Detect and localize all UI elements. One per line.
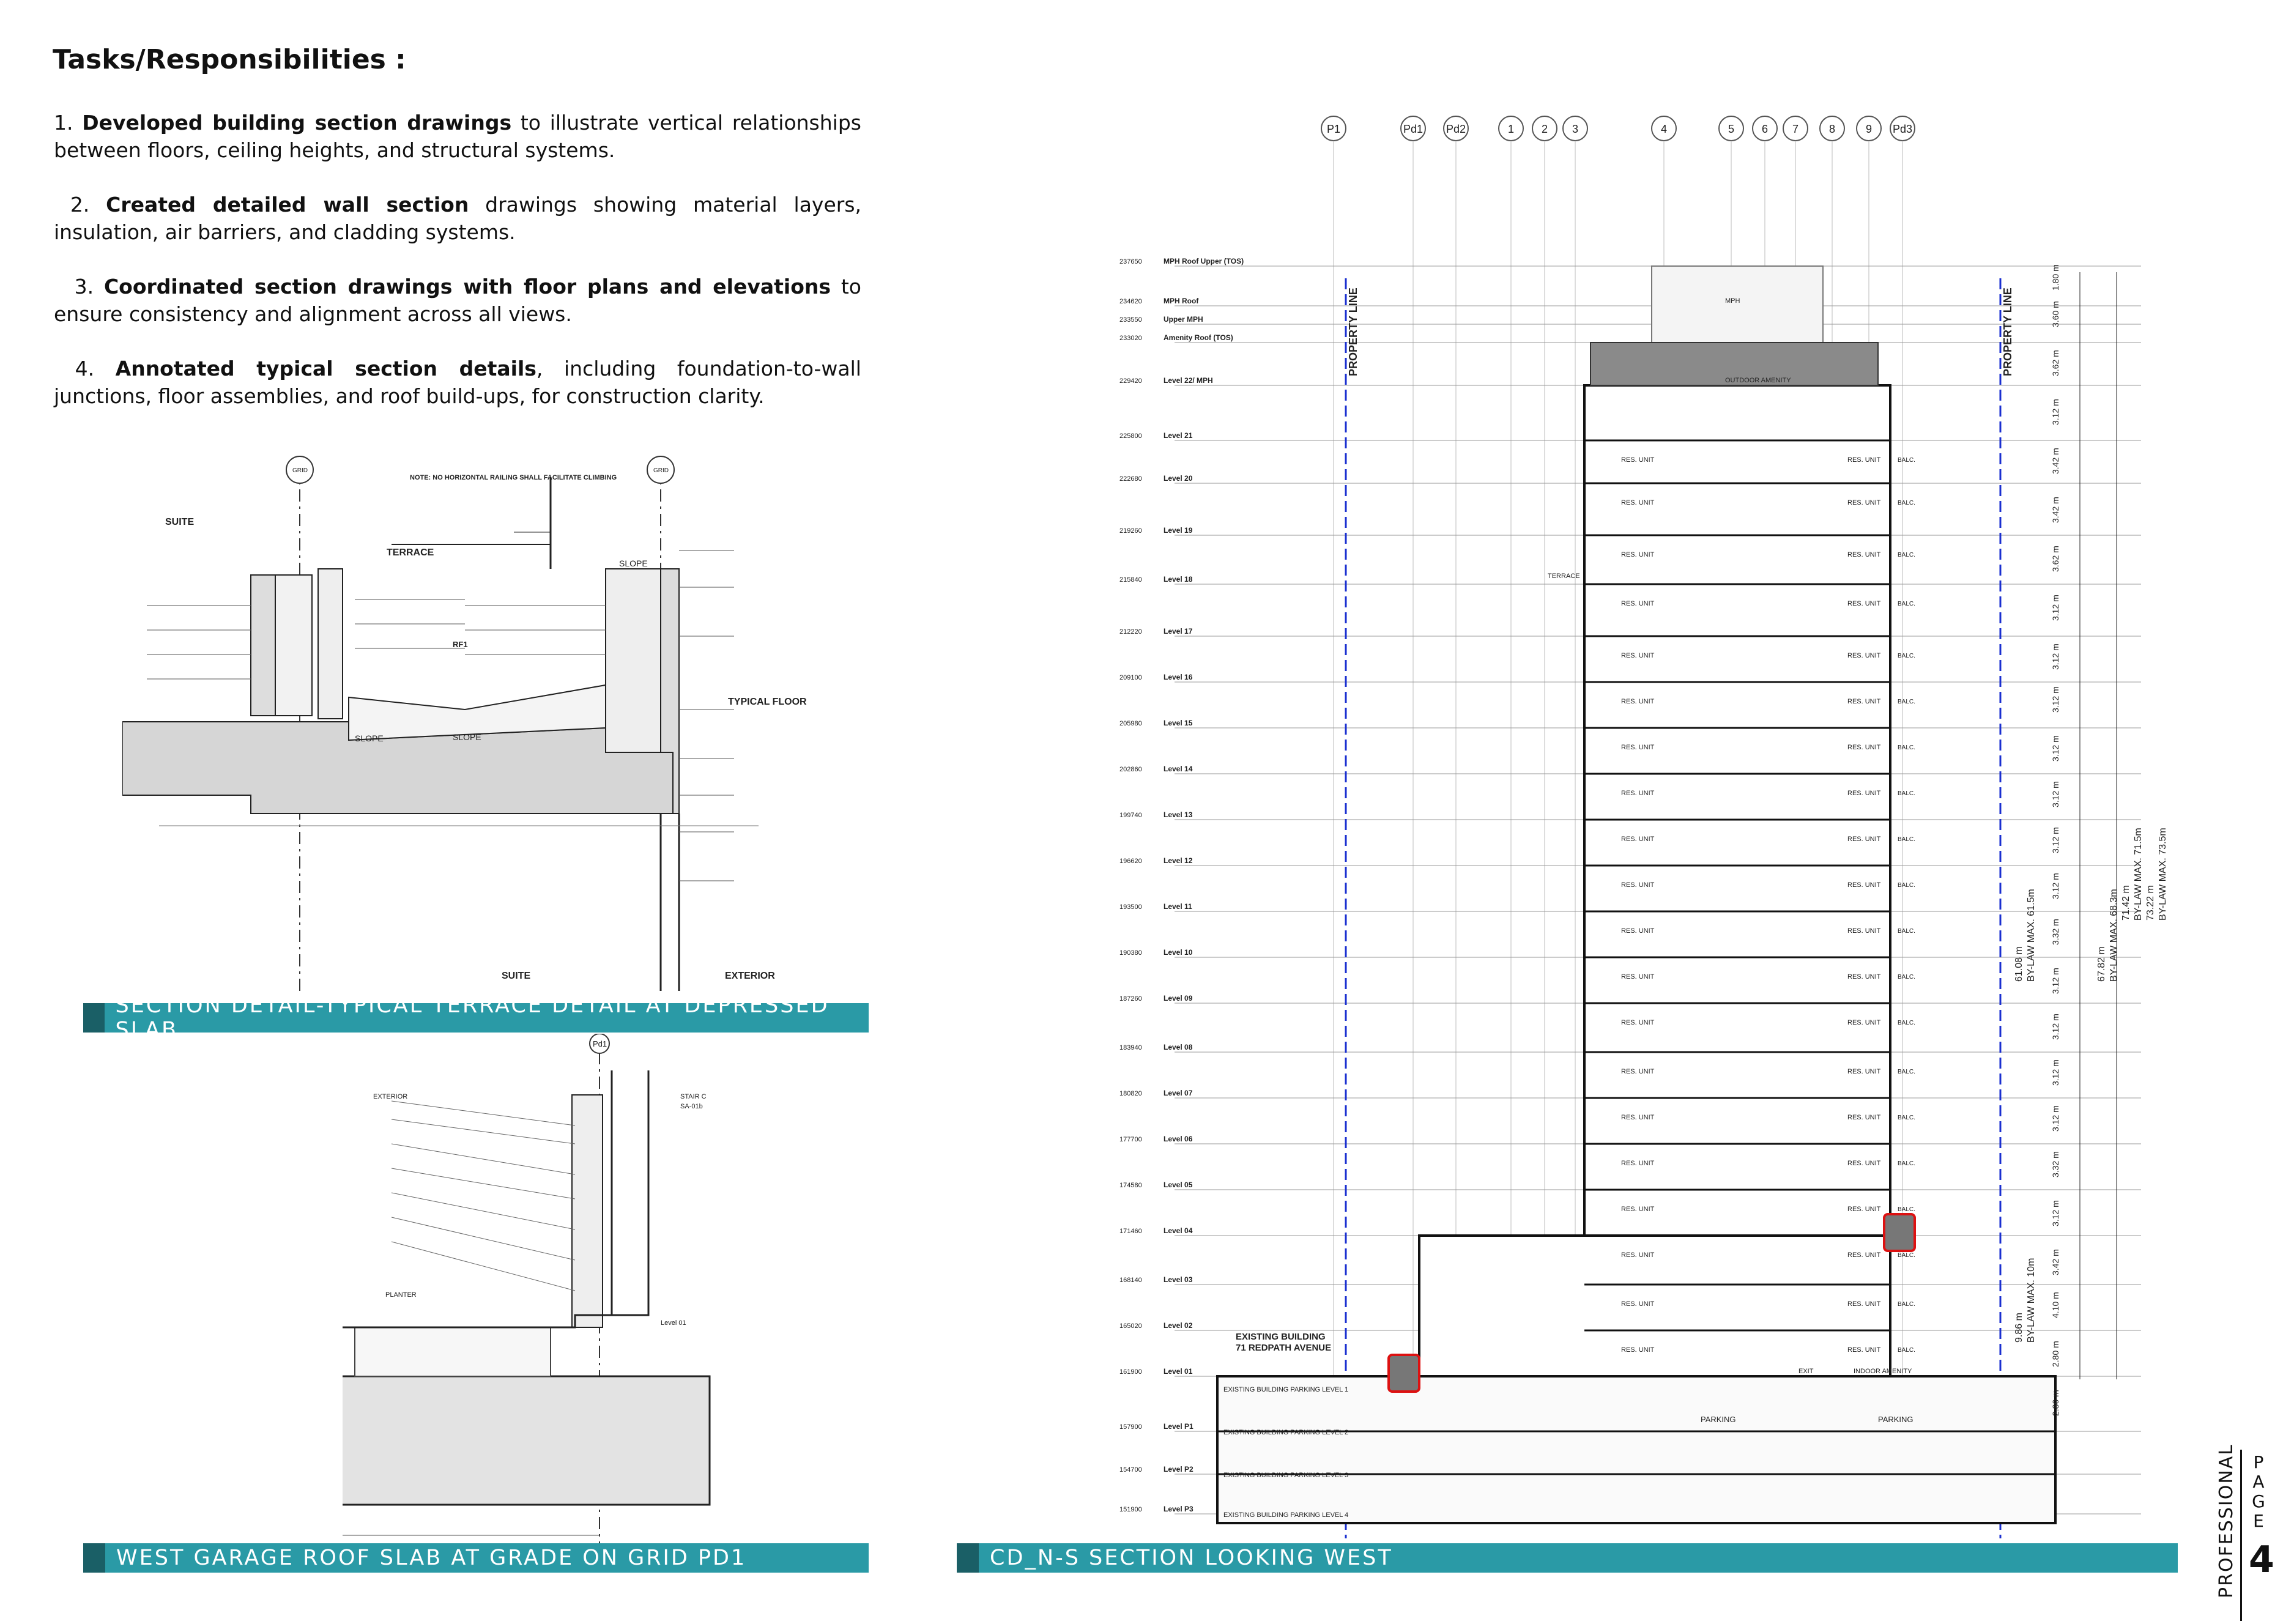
grid-label: 2 — [1541, 123, 1548, 135]
room-label: RES. UNIT — [1847, 927, 1881, 935]
level-elevation: 171460 — [1119, 1228, 1142, 1235]
room-label: RES. UNIT — [1847, 1346, 1881, 1354]
bylaw-dim: BY-LAW MAX. 68.3m — [2109, 889, 2119, 982]
room-label: RES. UNIT — [1847, 698, 1881, 705]
room-label: RES. UNIT — [1621, 1206, 1655, 1213]
balcony-label: BALC. — [1898, 1252, 1915, 1259]
grid-label: 8 — [1828, 123, 1836, 135]
task-item: 1. Developed building section drawings to illustrate vertical relationships between floors, ceiling heights, and structural systems. — [54, 111, 861, 162]
room-label: RES. UNIT — [1847, 456, 1881, 464]
level-elevation: 180820 — [1119, 1090, 1142, 1097]
caption-terrace — [83, 993, 869, 1042]
level-elevation: 225800 — [1119, 432, 1142, 440]
floor-height-dim: 3.32 m — [2051, 1151, 2060, 1177]
balcony-label: BALC. — [1898, 1206, 1915, 1213]
level-name: Level 22/ MPH — [1164, 376, 1213, 385]
floor-height-dim: 3.12 m — [2051, 968, 2060, 994]
parking-outline — [1217, 1376, 2055, 1523]
floor-height-dim: 3.12 m — [2051, 781, 2060, 807]
level-name: Level 19 — [1164, 526, 1193, 535]
room-label: RES. UNIT — [1621, 973, 1655, 981]
balcony-label: BALC. — [1898, 500, 1915, 506]
bylaw-dim: BY-LAW MAX. 71.5m — [2133, 828, 2144, 921]
balcony-label: BALC. — [1898, 836, 1915, 843]
grid-label: GRID — [292, 467, 308, 474]
caption-text: SECTION DETAIL-TYPICAL TERRACE DETAIL AT DEPRESSED SLAB — [115, 993, 830, 1042]
level-name: Level 18 — [1164, 575, 1193, 584]
level-elevation: 183940 — [1119, 1044, 1142, 1051]
existing-parking-label: EXISTING BUILDING PARKING LEVEL 2 — [1223, 1429, 1349, 1436]
stair-label: STAIR C — [680, 1093, 707, 1100]
room-label: RES. UNIT — [1847, 1114, 1881, 1121]
level-name: Level 07 — [1164, 1089, 1193, 1097]
balcony-label: BALC. — [1898, 552, 1915, 558]
level-name: Level 03 — [1164, 1275, 1193, 1284]
room-label: RES. UNIT — [1621, 1160, 1655, 1167]
task-item: 3. Coordinated section drawings with floor plans and elevations to ensure consistency and alignment across all views. — [54, 275, 861, 326]
amenity-label: OUTDOOR AMENITY — [1725, 377, 1791, 384]
level-elevation: 168140 — [1119, 1277, 1142, 1284]
level-name: Level 21 — [1164, 431, 1193, 440]
tower-outline — [1584, 385, 1890, 1330]
bylaw-dim: BY-LAW MAX. 73.5m — [2158, 828, 2168, 921]
page-tab-divider — [2240, 1450, 2242, 1621]
grid-pd1-label: Pd1 — [593, 1039, 607, 1048]
bylaw-dim: 9.86 m — [2014, 1313, 2024, 1343]
level-name: Level 04 — [1164, 1226, 1193, 1235]
grid-label: GRID — [653, 467, 669, 474]
indoor-amenity-label: INDOOR AMENITY — [1854, 1368, 1912, 1375]
caption-text: CD_N-S SECTION LOOKING WEST — [990, 1546, 1393, 1570]
level-name: Level 09 — [1164, 994, 1193, 1003]
page-tab-label: PROFESSIONAL — [2216, 1444, 2237, 1598]
room-label: RES. UNIT — [1621, 551, 1655, 558]
bylaw-dim: BY-LAW MAX. 61.5m — [2026, 889, 2036, 982]
exit-label: EXIT — [1798, 1368, 1814, 1375]
room-label: RES. UNIT — [1621, 1346, 1655, 1354]
floor-height-dim: 3.42 m — [2051, 448, 2060, 474]
page-word: PAGE — [2252, 1452, 2265, 1531]
room-label: RES. UNIT — [1621, 1251, 1655, 1259]
level-name: Level P3 — [1164, 1505, 1193, 1513]
task-item: 2. Created detailed wall section drawings showing material layers, insulation, air barriers, and cladding systems. — [54, 193, 862, 244]
balcony-label: BALC. — [1898, 1020, 1915, 1026]
level-name: Level 12 — [1164, 856, 1193, 865]
room-label: RES. UNIT — [1621, 881, 1655, 889]
property-line-label: PROPERTY LINE — [1347, 287, 1359, 376]
grid-label: 9 — [1865, 123, 1873, 135]
floor-height-dim: 3.62 m — [2051, 350, 2060, 376]
level-name: Level 02 — [1164, 1321, 1193, 1330]
floor-height-dim: 3.60 m — [2051, 301, 2060, 327]
level-elevation: 154700 — [1119, 1466, 1142, 1474]
terrace-label: TERRACE — [1548, 573, 1580, 580]
grid-label: 1 — [1507, 123, 1515, 135]
mph-label: MPH — [1725, 297, 1740, 305]
level-elevation: 193500 — [1119, 903, 1142, 911]
rf1-label: RF1 — [453, 640, 468, 649]
balcony-label: BALC. — [1898, 1114, 1915, 1121]
floor-height-dim: 3.32 m — [2051, 919, 2060, 945]
room-label: RES. UNIT — [1847, 1300, 1881, 1308]
level-name: Level 14 — [1164, 765, 1193, 773]
level-name: Level 13 — [1164, 810, 1193, 819]
page-heading: Tasks/Responsibilities : — [53, 44, 406, 75]
existing-parking-label: EXISTING BUILDING PARKING LEVEL 3 — [1223, 1472, 1349, 1479]
parking-label: PARKING — [1878, 1415, 1914, 1424]
room-label: RES. UNIT — [1621, 456, 1655, 464]
level-elevation: 174580 — [1119, 1182, 1142, 1189]
level-name: Level 05 — [1164, 1181, 1193, 1189]
floor-height-dim: 4.10 m — [2051, 1292, 2060, 1318]
room-label: RES. UNIT — [1621, 499, 1655, 506]
level-elevation: 187260 — [1119, 995, 1142, 1003]
existing-building-label: EXISTING BUILDING — [1236, 1332, 1326, 1342]
floor-height-dim: 2.80 m — [2051, 1341, 2060, 1367]
floor-height-dim: 3.12 m — [2051, 1014, 2060, 1040]
balcony-label: BALC. — [1898, 1160, 1915, 1167]
room-label: RES. UNIT — [1621, 790, 1655, 797]
detail-callout — [1389, 1355, 1419, 1392]
floor-height-dim: 3.12 m — [2051, 735, 2060, 762]
grid-label: Pd3 — [1892, 123, 1913, 135]
level-name: Level 20 — [1164, 474, 1193, 483]
level-elevation: 215840 — [1119, 576, 1142, 584]
level-elevation: 177700 — [1119, 1136, 1142, 1143]
room-label: RES. UNIT — [1847, 499, 1881, 506]
task-item: 4. Annotated typical section details, including foundation-to-wall junctions, floor assemblies, and roof build-ups, for construction clarity. — [54, 357, 861, 408]
garage-detail-drawing — [343, 1034, 771, 1548]
room-label: RES. UNIT — [1847, 790, 1881, 797]
floor-height-dim: 3.12 m — [2051, 595, 2060, 621]
floor-height-dim: 3.42 m — [2051, 497, 2060, 523]
room-label: RES. UNIT — [1621, 652, 1655, 659]
floor-height-dim: 3.42 m — [2051, 1249, 2060, 1275]
level-name: Amenity Roof (TOS) — [1164, 333, 1233, 342]
grid-label: 6 — [1761, 123, 1769, 135]
room-label: RES. UNIT — [1621, 1068, 1655, 1075]
level-name: Level 11 — [1164, 902, 1192, 911]
room-label: RES. UNIT — [1847, 652, 1881, 659]
level-elevation: 237650 — [1119, 258, 1142, 265]
level-elevation: 161900 — [1119, 1368, 1142, 1376]
balcony-label: BALC. — [1898, 699, 1915, 705]
stair-ref-label: SA-01b — [680, 1103, 703, 1110]
caption-text: WEST GARAGE ROOF SLAB AT GRADE ON GRID PD1 — [116, 1546, 747, 1570]
room-label: RES. UNIT — [1847, 600, 1881, 607]
caption-tab — [83, 1003, 105, 1033]
parking-label: PARKING — [1701, 1415, 1736, 1424]
level-elevation: 202860 — [1119, 766, 1142, 773]
terrace-label: TERRACE — [387, 547, 434, 558]
balcony-label: BALC. — [1898, 928, 1915, 935]
page-number: 4 — [2249, 1538, 2274, 1581]
room-label: RES. UNIT — [1621, 1300, 1655, 1308]
balcony-label: BALC. — [1898, 974, 1915, 981]
slope-label: SLOPE — [453, 732, 481, 742]
level-elevation: 234620 — [1119, 298, 1142, 305]
room-label: RES. UNIT — [1847, 973, 1881, 981]
grid-label: Pd2 — [1446, 123, 1466, 135]
caption-tab — [957, 1543, 979, 1573]
level-name: Level P1 — [1164, 1422, 1193, 1431]
task-list — [54, 109, 861, 437]
balcony-label: BALC. — [1898, 1069, 1915, 1075]
room-label: RES. UNIT — [1847, 1251, 1881, 1259]
bylaw-dim: 71.42 m — [2121, 885, 2131, 921]
grid-label: Pd1 — [1403, 123, 1424, 135]
floor-height-dim: 3.12 m — [2051, 1059, 2060, 1086]
level-elevation: 212220 — [1119, 628, 1142, 636]
floor-height-dim: 3.12 m — [2051, 1105, 2060, 1132]
room-label: RES. UNIT — [1847, 744, 1881, 751]
level-name: Level 17 — [1164, 627, 1193, 636]
level-name: Level P2 — [1164, 1465, 1193, 1474]
room-label: RES. UNIT — [1847, 1019, 1881, 1026]
room-label: RES. UNIT — [1621, 927, 1655, 935]
grid-label: 7 — [1792, 123, 1799, 135]
level-elevation: 157900 — [1119, 1423, 1142, 1431]
room-label: RES. UNIT — [1621, 836, 1655, 843]
room-label: RES. UNIT — [1621, 698, 1655, 705]
balcony-label: BALC. — [1898, 744, 1915, 751]
level-elevation: 205980 — [1119, 720, 1142, 727]
level-elevation: 209100 — [1119, 674, 1142, 681]
level-name: Level 16 — [1164, 673, 1193, 681]
typical-floor-label: TYPICAL FLOOR — [728, 697, 807, 707]
level-name: Level 10 — [1164, 948, 1193, 957]
floor-height-dim: 3.12 m — [2051, 1200, 2060, 1226]
caption-section — [957, 1543, 2178, 1573]
room-label: RES. UNIT — [1847, 1206, 1881, 1213]
suite-label-bottom: SUITE — [502, 971, 531, 981]
note-label: NOTE: NO HORIZONTAL RAILING SHALL FACILITATE CLIMBING — [410, 474, 617, 481]
room-label: RES. UNIT — [1621, 600, 1655, 607]
caption-garage — [83, 1543, 869, 1573]
floor-height-dim: 2.80 m — [2051, 1390, 2060, 1416]
terrace-detail-drawing — [122, 453, 881, 991]
bylaw-dim: 67.82 m — [2096, 946, 2107, 982]
slope-label: SLOPE — [619, 558, 648, 568]
floor-height-dim: 3.12 m — [2051, 399, 2060, 425]
level-name: Upper MPH — [1164, 315, 1203, 324]
room-label: RES. UNIT — [1847, 881, 1881, 889]
floor-height-dim: 3.12 m — [2051, 827, 2060, 853]
level-elevation: 222680 — [1119, 475, 1142, 483]
exterior-label: EXTERIOR — [725, 971, 775, 981]
balcony-label: BALC. — [1898, 601, 1915, 607]
level-elevation: 233550 — [1119, 316, 1142, 324]
balcony-label: BALC. — [1898, 1301, 1915, 1308]
detail-callout — [1884, 1214, 1915, 1251]
slope-label: SLOPE — [355, 733, 384, 743]
balcony-label: BALC. — [1898, 1347, 1915, 1354]
building-section-drawing — [1113, 113, 2202, 1544]
level-01-label: Level 01 — [661, 1319, 686, 1327]
balcony-label: BALC. — [1898, 790, 1915, 797]
planter-label: PLANTER — [385, 1291, 417, 1299]
level-elevation: 190380 — [1119, 949, 1142, 957]
floor-height-dim: 3.12 m — [2051, 643, 2060, 670]
exterior-label: EXTERIOR — [373, 1093, 408, 1100]
floor-height-dim: 1.80 m — [2051, 264, 2060, 291]
balcony-label: BALC. — [1898, 457, 1915, 464]
caption-tab — [83, 1543, 105, 1573]
property-line-label: PROPERTY LINE — [2002, 287, 2014, 376]
floor-height-dim: 3.12 m — [2051, 873, 2060, 899]
podium-outline — [1419, 1236, 1890, 1376]
suite-label: SUITE — [165, 517, 195, 527]
level-name: Level 08 — [1164, 1043, 1193, 1051]
existing-building-address: 71 REDPATH AVENUE — [1236, 1343, 1332, 1353]
level-name: MPH Roof Upper (TOS) — [1164, 257, 1244, 265]
floor-height-dim: 3.62 m — [2051, 546, 2060, 572]
room-label: RES. UNIT — [1621, 1019, 1655, 1026]
level-elevation: 219260 — [1119, 527, 1142, 535]
bylaw-dim: BY-LAW MAX. 10m — [2026, 1258, 2036, 1343]
level-name: MPH Roof — [1164, 297, 1199, 305]
bylaw-dim: 61.08 m — [2014, 946, 2024, 982]
room-label: RES. UNIT — [1621, 744, 1655, 751]
level-name: Level 01 — [1164, 1367, 1193, 1376]
bylaw-dim: 73.22 m — [2145, 885, 2156, 921]
level-elevation: 229420 — [1119, 377, 1142, 385]
existing-parking-label: EXISTING BUILDING PARKING LEVEL 4 — [1223, 1511, 1349, 1519]
level-name: Level 06 — [1164, 1135, 1193, 1143]
room-label: RES. UNIT — [1847, 1160, 1881, 1167]
level-name: Level 15 — [1164, 719, 1193, 727]
level-elevation: 233020 — [1119, 335, 1142, 342]
room-label: RES. UNIT — [1847, 1068, 1881, 1075]
level-elevation: 165020 — [1119, 1322, 1142, 1330]
grid-label: 5 — [1728, 123, 1735, 135]
level-elevation: 196620 — [1119, 858, 1142, 865]
balcony-label: BALC. — [1898, 882, 1915, 889]
room-label: RES. UNIT — [1847, 551, 1881, 558]
grid-label: 4 — [1660, 123, 1668, 135]
level-elevation: 151900 — [1119, 1506, 1142, 1513]
room-label: RES. UNIT — [1847, 836, 1881, 843]
balcony-label: BALC. — [1898, 653, 1915, 659]
floor-height-dim: 3.12 m — [2051, 686, 2060, 713]
grid-label: P1 — [1326, 123, 1341, 135]
existing-parking-label: EXISTING BUILDING PARKING LEVEL 1 — [1223, 1386, 1349, 1393]
room-label: RES. UNIT — [1621, 1114, 1655, 1121]
level-elevation: 199740 — [1119, 812, 1142, 819]
grid-label: 3 — [1572, 123, 1579, 135]
